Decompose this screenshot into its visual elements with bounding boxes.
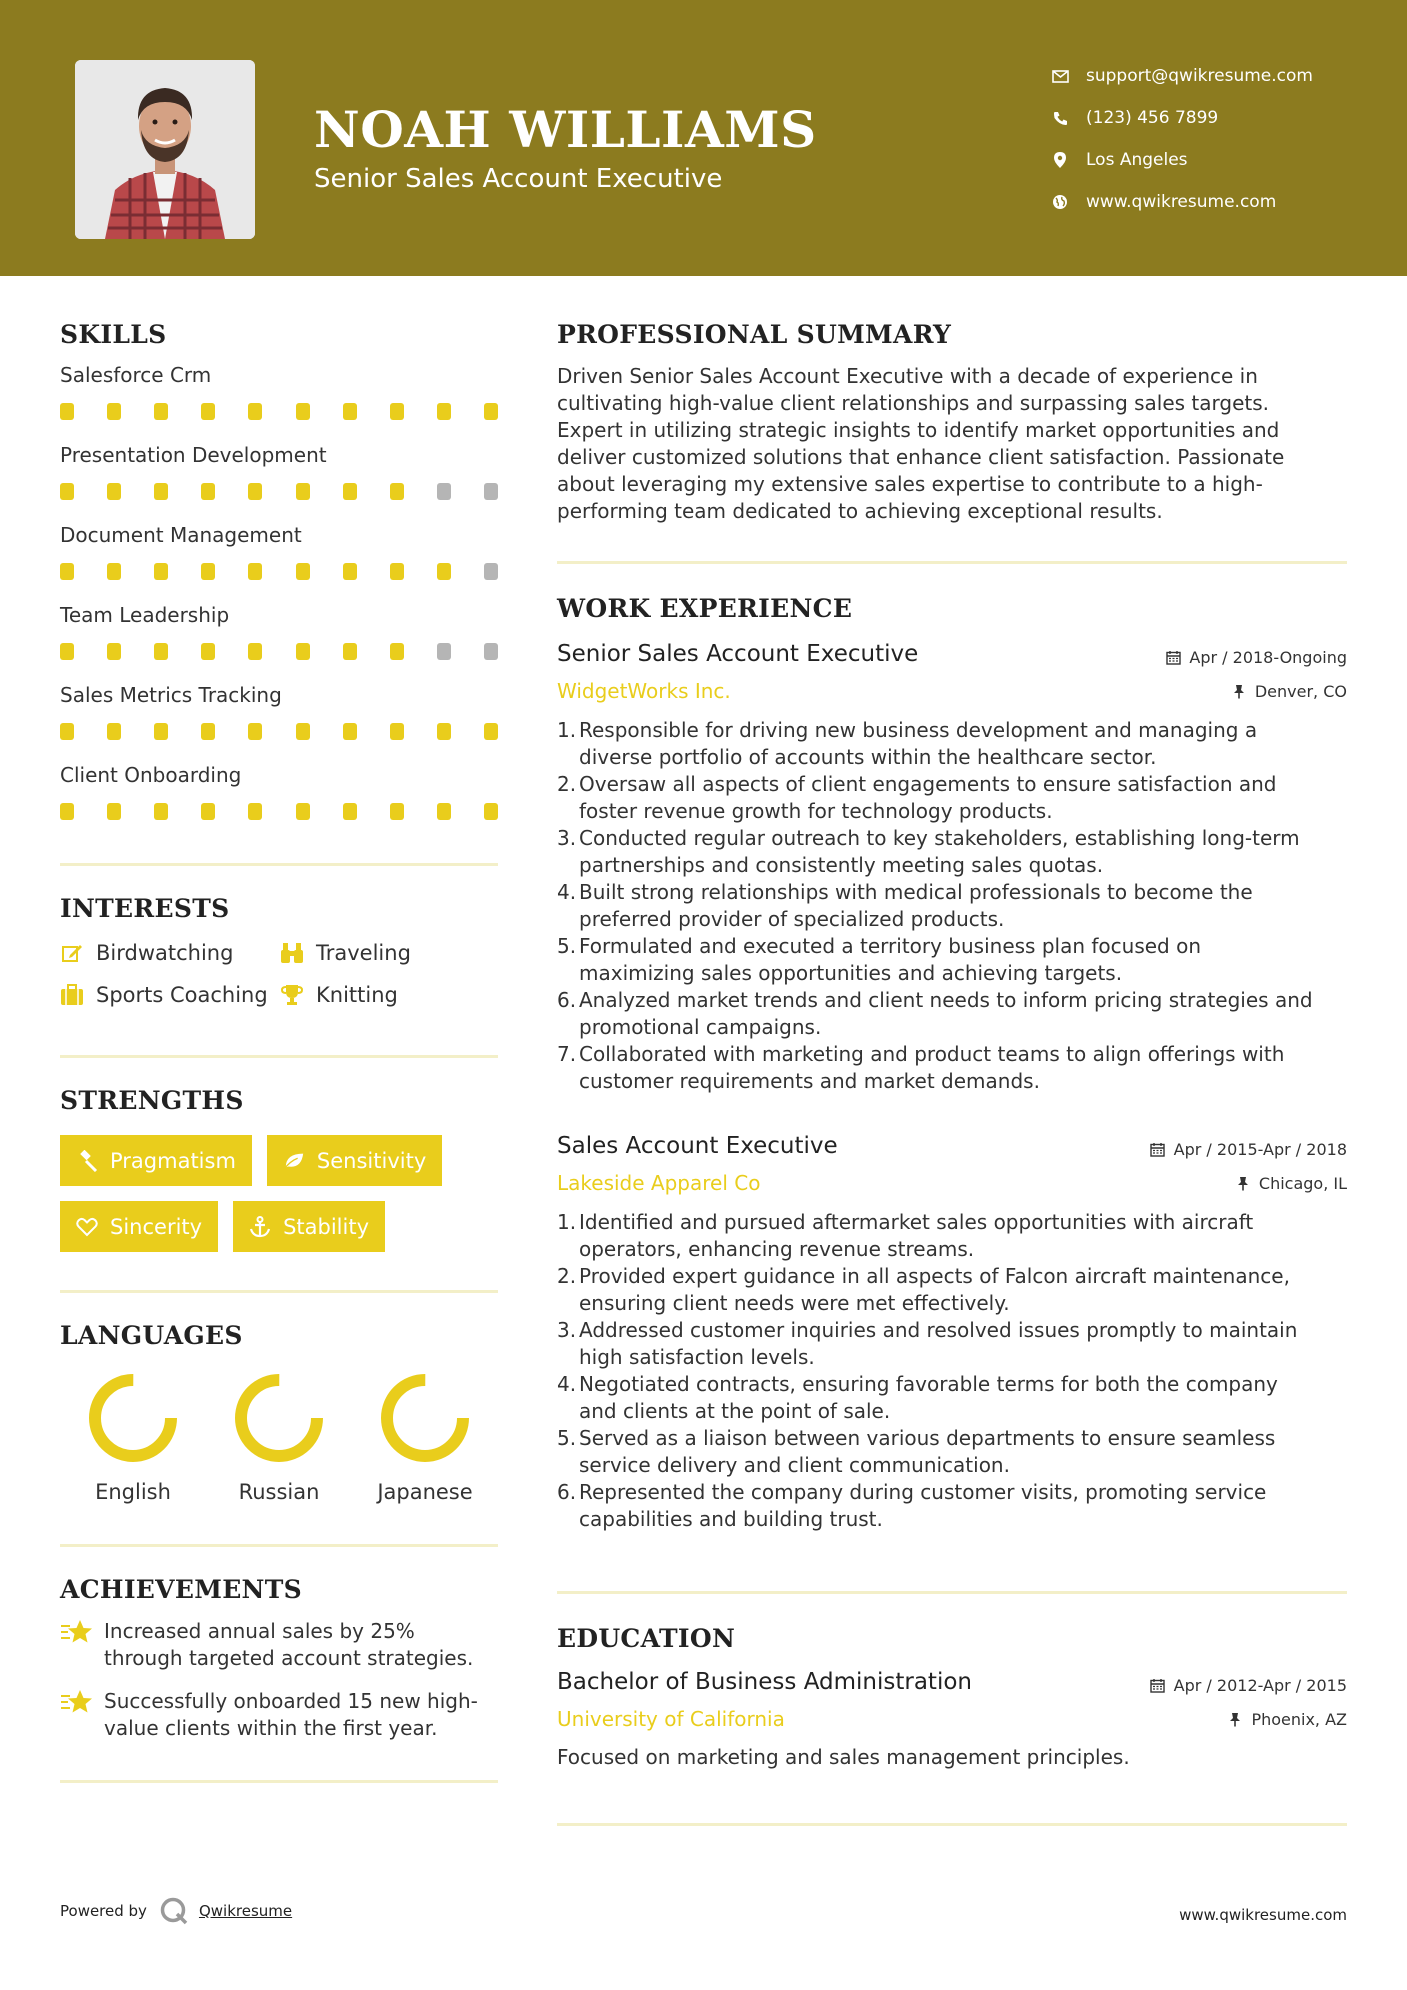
responsibility-line: Responsible for driving new business development and managing a <box>579 718 1258 742</box>
interest-item <box>60 983 280 1007</box>
rating-dot <box>390 723 404 740</box>
responsibility-line: Built strong relationships with medical professionals to become the <box>579 880 1253 904</box>
calendar-icon <box>1150 1142 1166 1158</box>
responsibility-line: Negotiated contracts, ensuring favorable terms for both the company <box>579 1372 1278 1396</box>
responsibility-item <box>557 879 1347 933</box>
skill-rating <box>60 803 498 821</box>
skill-name: Salesforce Crm <box>60 363 212 387</box>
profile-photo-illustration <box>75 60 255 239</box>
responsibility-line: Formulated and executed a territory business plan focused on <box>579 934 1202 958</box>
rating-dot <box>107 403 121 420</box>
rating-dot <box>390 483 404 500</box>
responsibility-text <box>579 1479 1266 1533</box>
responsibility-line: maximizing sales opportunities and achieving targets. <box>579 961 1123 985</box>
language-label: Russian <box>238 1480 320 1504</box>
rating-dot <box>248 563 262 580</box>
rating-dot <box>201 803 215 820</box>
job-responsibilities <box>557 1209 1347 1533</box>
education-entry <box>557 1669 1347 1769</box>
job-title: Sales Account Executive <box>557 1133 838 1159</box>
rating-dot <box>60 483 74 500</box>
section-divider <box>557 561 1347 564</box>
responsibility-number: 3. <box>557 826 577 850</box>
education-location-text: Phoenix, AZ <box>1251 1709 1347 1729</box>
responsibility-text <box>579 1041 1284 1095</box>
achievement-text <box>104 1688 478 1742</box>
brand-link[interactable]: Qwikresume <box>198 1902 293 1920</box>
calendar-icon <box>1150 1678 1166 1694</box>
candidate-name: NOAH WILLIAMS <box>314 100 817 159</box>
jobs-list <box>557 641 1347 1533</box>
responsibility-line: Conducted regular outreach to key stakeholders, establishing long-term <box>579 826 1300 850</box>
job-date <box>1150 1140 1347 1159</box>
summary-line: Driven Senior Sales Account Executive with a decade of experience in <box>557 364 1258 388</box>
education-location <box>1227 1710 1347 1729</box>
skill-rating <box>60 403 498 421</box>
interests-section <box>60 894 498 1007</box>
language-label: English <box>95 1480 171 1504</box>
job-date-text: Apr / 2018-Ongoing <box>1189 648 1347 667</box>
responsibility-text <box>579 933 1201 987</box>
responsibility-line: Served as a liaison between various departments to ensure seamless <box>579 1426 1276 1450</box>
contact-email[interactable] <box>1050 55 1380 97</box>
responsibility-item <box>557 1209 1347 1263</box>
skill-name: Document Management <box>60 523 302 547</box>
rating-dot <box>201 563 215 580</box>
achievement-item <box>60 1688 498 1742</box>
responsibility-text <box>579 771 1277 825</box>
rating-dot <box>343 483 357 500</box>
skill-rating <box>60 563 498 581</box>
achievement-line: Increased annual sales by 25% <box>104 1619 415 1643</box>
responsibility-line: Represented the company during customer visits, promoting service <box>579 1480 1267 1504</box>
responsibility-line: foster revenue growth for technology products. <box>579 799 1053 823</box>
job-sub <box>557 1171 1347 1195</box>
rating-dot <box>154 723 168 740</box>
contact-location <box>1050 139 1380 181</box>
footer-branding <box>60 1896 292 1926</box>
rating-dot <box>437 643 451 660</box>
education-heading: EDUCATION <box>557 1624 736 1653</box>
strengths-list <box>60 1135 480 1252</box>
responsibility-number: 6. <box>557 988 577 1012</box>
rating-dot <box>201 483 215 500</box>
rating-dot <box>154 643 168 660</box>
strengths-section <box>60 1086 498 1252</box>
rating-dot <box>154 803 168 820</box>
skill-item <box>60 443 498 501</box>
achievements-section <box>60 1575 498 1742</box>
language-level-arc <box>241 1380 317 1456</box>
rating-dot <box>296 483 310 500</box>
profile-photo <box>75 60 255 239</box>
responsibility-item <box>557 1425 1347 1479</box>
contact-location-text: Los Angeles <box>1086 150 1188 170</box>
responsibility-text <box>579 825 1300 879</box>
rating-dot <box>343 723 357 740</box>
section-divider <box>60 1544 498 1547</box>
rating-dot <box>484 643 498 660</box>
rating-dot <box>390 643 404 660</box>
languages-section <box>60 1321 498 1504</box>
language-item <box>60 1372 206 1504</box>
skill-item <box>60 683 498 741</box>
gavel-icon <box>76 1150 98 1172</box>
job-date <box>1165 648 1347 667</box>
responsibility-line: promotional campaigns. <box>579 1015 822 1039</box>
education-date <box>1150 1676 1347 1695</box>
responsibility-line: Identified and pursued aftermarket sales opportunities with aircraft <box>579 1210 1254 1234</box>
calendar-icon <box>1165 650 1181 666</box>
skills-heading: SKILLS <box>60 320 167 349</box>
responsibility-line: partnerships and consistently meeting sales quotas. <box>579 853 1104 877</box>
summary-line: deliver customized solutions that enhance client satisfaction. Passionate <box>557 445 1285 469</box>
skill-rating <box>60 723 498 741</box>
language-item <box>206 1372 352 1504</box>
language-level-ring <box>233 1372 325 1464</box>
responsibility-text <box>579 1317 1297 1371</box>
skill-item <box>60 523 498 581</box>
responsibility-item <box>557 1263 1347 1317</box>
rating-dot <box>390 403 404 420</box>
footer-website[interactable]: www.qwikresume.com <box>1179 1906 1347 1924</box>
responsibility-line: service delivery and client communication. <box>579 1453 1010 1477</box>
company-name: WidgetWorks Inc. <box>557 679 731 703</box>
rating-dot <box>60 723 74 740</box>
rating-dot <box>437 723 451 740</box>
job-location <box>1235 1174 1347 1193</box>
language-level-arc <box>387 1380 463 1456</box>
responsibility-item <box>557 771 1347 825</box>
pushpin-icon <box>1231 683 1247 699</box>
summary-line: cultivating high-value client relationships and surpassing sales targets. <box>557 391 1270 415</box>
contact-email-text: support@qwikresume.com <box>1086 66 1313 86</box>
contact-phone[interactable] <box>1050 97 1380 139</box>
responsibility-text <box>579 879 1253 933</box>
strength-label: Pragmatism <box>110 1148 236 1173</box>
rating-dot <box>201 723 215 740</box>
responsibility-item <box>557 717 1347 771</box>
responsibility-line: capabilities and building trust. <box>579 1507 883 1531</box>
responsibility-number: 5. <box>557 934 577 958</box>
section-divider <box>557 1823 1347 1826</box>
skills-section <box>60 320 498 821</box>
rating-dot <box>248 803 262 820</box>
strengths-heading: STRENGTHS <box>60 1086 244 1115</box>
resume-header <box>0 0 1407 276</box>
rating-dot <box>248 723 262 740</box>
leaf-icon <box>283 1150 305 1172</box>
rating-dot <box>484 403 498 420</box>
rating-dot <box>296 723 310 740</box>
language-level-ring <box>379 1372 471 1464</box>
rating-dot <box>107 563 121 580</box>
experience-section <box>557 594 1347 1533</box>
language-level-ring <box>87 1372 179 1464</box>
candidate-title: Senior Sales Account Executive <box>314 164 723 194</box>
trophy-icon <box>280 983 304 1007</box>
education-section <box>557 1624 1347 1769</box>
section-divider <box>557 1591 1347 1594</box>
rating-dot <box>437 803 451 820</box>
rating-dot <box>484 563 498 580</box>
skill-rating <box>60 483 498 501</box>
rating-dot <box>343 643 357 660</box>
achievement-line: value clients within the first year. <box>104 1716 438 1740</box>
rating-dot <box>107 723 121 740</box>
envelope-icon <box>1050 66 1070 86</box>
language-label: Japanese <box>377 1480 473 1504</box>
responsibility-line: operators, enhancing revenue streams. <box>579 1237 975 1261</box>
responsibility-item <box>557 1371 1347 1425</box>
responsibility-number: 4. <box>557 880 577 904</box>
rating-dot <box>60 403 74 420</box>
languages-list <box>60 1372 498 1504</box>
education-sub <box>557 1707 1347 1731</box>
rating-dot <box>154 403 168 420</box>
responsibility-item <box>557 1041 1347 1095</box>
responsibility-number: 1. <box>557 718 577 742</box>
responsibility-number: 3. <box>557 1318 577 1342</box>
responsibility-text <box>579 987 1313 1041</box>
responsibility-line: ensuring client needs were met effectively. <box>579 1291 1010 1315</box>
rating-dot <box>484 723 498 740</box>
skill-item <box>60 363 498 421</box>
section-divider <box>60 1055 498 1058</box>
responsibility-number: 7. <box>557 1042 577 1066</box>
rating-dot <box>296 563 310 580</box>
job-location <box>1231 682 1347 701</box>
skill-name: Presentation Development <box>60 443 327 467</box>
interests-list <box>60 941 498 1007</box>
summary-text <box>557 363 1347 525</box>
job-entry <box>557 641 1347 1095</box>
skill-name: Sales Metrics Tracking <box>60 683 282 707</box>
responsibility-text <box>579 717 1257 771</box>
interest-label: Knitting <box>316 983 398 1007</box>
language-item <box>352 1372 498 1504</box>
rating-dot <box>343 563 357 580</box>
briefcase-icon <box>60 983 84 1007</box>
responsibility-number: 4. <box>557 1372 577 1396</box>
rating-dot <box>107 643 121 660</box>
phone-icon <box>1050 108 1070 128</box>
strength-label: Stability <box>283 1214 370 1239</box>
interest-item <box>280 941 500 965</box>
rating-dot <box>107 483 121 500</box>
job-head <box>557 1133 1347 1159</box>
contact-website-text: www.qwikresume.com <box>1086 192 1277 212</box>
responsibility-number: 6. <box>557 1480 577 1504</box>
section-divider <box>60 1290 498 1293</box>
rating-dot <box>437 563 451 580</box>
rating-dot <box>107 803 121 820</box>
rating-dot <box>248 403 262 420</box>
star-icon <box>60 1688 94 1718</box>
responsibility-number: 2. <box>557 1264 577 1288</box>
strength-label: Sensitivity <box>316 1148 427 1173</box>
education-head <box>557 1669 1347 1695</box>
summary-line: performing team dedicated to achieving exceptional results. <box>557 499 1163 523</box>
job-responsibilities <box>557 717 1347 1095</box>
section-divider <box>60 1780 498 1783</box>
responsibility-number: 5. <box>557 1426 577 1450</box>
responsibility-item <box>557 1479 1347 1533</box>
education-date-text: Apr / 2012-Apr / 2015 <box>1173 1676 1347 1695</box>
rating-dot <box>437 483 451 500</box>
responsibility-line: customer requirements and market demands. <box>579 1069 1040 1093</box>
left-column <box>60 320 498 1783</box>
responsibility-line: Collaborated with marketing and product teams to align offerings with <box>579 1042 1285 1066</box>
job-location-text: Chicago, IL <box>1258 1173 1347 1193</box>
contact-list <box>1050 55 1380 223</box>
skill-name: Client Onboarding <box>60 763 242 787</box>
job-entry <box>557 1133 1347 1533</box>
rating-dot <box>154 563 168 580</box>
rating-dot <box>60 803 74 820</box>
rating-dot <box>296 643 310 660</box>
rating-dot <box>390 803 404 820</box>
rating-dot <box>201 403 215 420</box>
skill-item <box>60 603 498 661</box>
responsibility-line: diverse portfolio of accounts within the healthcare sector. <box>579 745 1157 769</box>
responsibility-text <box>579 1209 1253 1263</box>
contact-phone-text: (123) 456 7899 <box>1086 108 1219 128</box>
summary-heading: PROFESSIONAL SUMMARY <box>557 320 952 349</box>
binoculars-icon <box>280 941 304 965</box>
responsibility-line: and clients at the point of sale. <box>579 1399 891 1423</box>
responsibility-line: Analyzed market trends and client needs to inform pricing strategies and <box>579 988 1313 1012</box>
strength-tag <box>60 1201 218 1252</box>
rating-dot <box>343 403 357 420</box>
heart-icon <box>76 1216 98 1238</box>
responsibility-item <box>557 933 1347 987</box>
job-head <box>557 641 1347 667</box>
responsibility-text <box>579 1263 1290 1317</box>
rating-dot <box>201 643 215 660</box>
strength-label: Sincerity <box>110 1214 203 1239</box>
school-name: University of California <box>557 1707 785 1731</box>
language-level-arc <box>95 1380 171 1456</box>
rating-dot <box>60 643 74 660</box>
responsibility-text <box>579 1371 1278 1425</box>
interest-item <box>280 983 500 1007</box>
responsibility-item <box>557 987 1347 1041</box>
star-icon <box>60 1618 94 1648</box>
responsibility-line: preferred provider of specialized products. <box>579 907 1005 931</box>
languages-heading: LANGUAGES <box>60 1321 243 1350</box>
achievements-heading: ACHIEVEMENTS <box>60 1575 302 1604</box>
summary-line: Expert in utilizing strategic insights to identify market opportunities and <box>557 418 1280 442</box>
interest-label: Sports Coaching <box>96 983 268 1007</box>
interests-heading: INTERESTS <box>60 894 230 923</box>
rating-dot <box>484 483 498 500</box>
achievement-text <box>104 1618 473 1672</box>
responsibility-line: Provided expert guidance in all aspects of Falcon aircraft maintenance, <box>579 1264 1290 1288</box>
strength-tag <box>267 1135 442 1186</box>
responsibility-line: Addressed customer inquiries and resolved issues promptly to maintain <box>579 1318 1298 1342</box>
rating-dot <box>60 563 74 580</box>
responsibility-line: Oversaw all aspects of client engagements to ensure satisfaction and <box>579 772 1277 796</box>
company-name: Lakeside Apparel Co <box>557 1171 761 1195</box>
rating-dot <box>248 643 262 660</box>
achievement-line: through targeted account strategies. <box>104 1646 474 1670</box>
pushpin-icon <box>1227 1711 1243 1727</box>
degree-title: Bachelor of Business Administration <box>557 1669 972 1695</box>
right-column <box>557 320 1347 1826</box>
qwikresume-logo-icon <box>159 1896 189 1926</box>
responsibility-number: 2. <box>557 772 577 796</box>
pushpin-icon <box>1235 1175 1251 1191</box>
rating-dot <box>390 563 404 580</box>
job-date-text: Apr / 2015-Apr / 2018 <box>1173 1140 1347 1159</box>
responsibility-item <box>557 1317 1347 1371</box>
pencil-icon <box>60 941 84 965</box>
skill-name: Team Leadership <box>60 603 230 627</box>
map-pin-icon <box>1050 150 1070 170</box>
anchor-icon <box>249 1216 271 1238</box>
responsibility-line: high satisfaction levels. <box>579 1345 815 1369</box>
skill-rating <box>60 643 498 661</box>
rating-dot <box>248 483 262 500</box>
responsibility-item <box>557 825 1347 879</box>
education-description: Focused on marketing and sales management principles. <box>557 1745 1130 1769</box>
strength-tag <box>233 1201 385 1252</box>
contact-website[interactable] <box>1050 181 1380 223</box>
rating-dot <box>437 403 451 420</box>
job-sub <box>557 679 1347 703</box>
responsibility-number: 1. <box>557 1210 577 1234</box>
strength-tag <box>60 1135 252 1186</box>
powered-by-label: Powered by <box>60 1902 147 1920</box>
summary-section <box>557 320 1347 525</box>
experience-heading: WORK EXPERIENCE <box>557 594 853 623</box>
job-location-text: Denver, CO <box>1254 681 1347 701</box>
skills-list <box>60 363 498 821</box>
rating-dot <box>154 483 168 500</box>
achievement-line: Successfully onboarded 15 new high- <box>104 1689 478 1713</box>
section-divider <box>60 863 498 866</box>
rating-dot <box>484 803 498 820</box>
interest-label: Traveling <box>316 941 411 965</box>
rating-dot <box>296 403 310 420</box>
rating-dot <box>296 803 310 820</box>
rating-dot <box>343 803 357 820</box>
job-title: Senior Sales Account Executive <box>557 641 919 667</box>
responsibility-text <box>579 1425 1275 1479</box>
interest-item <box>60 941 280 965</box>
skill-item <box>60 763 498 821</box>
globe-icon <box>1050 192 1070 212</box>
achievement-item <box>60 1618 498 1672</box>
summary-line: about leveraging my extensive sales expertise to contribute to a high- <box>557 472 1263 496</box>
interest-label: Birdwatching <box>96 941 234 965</box>
